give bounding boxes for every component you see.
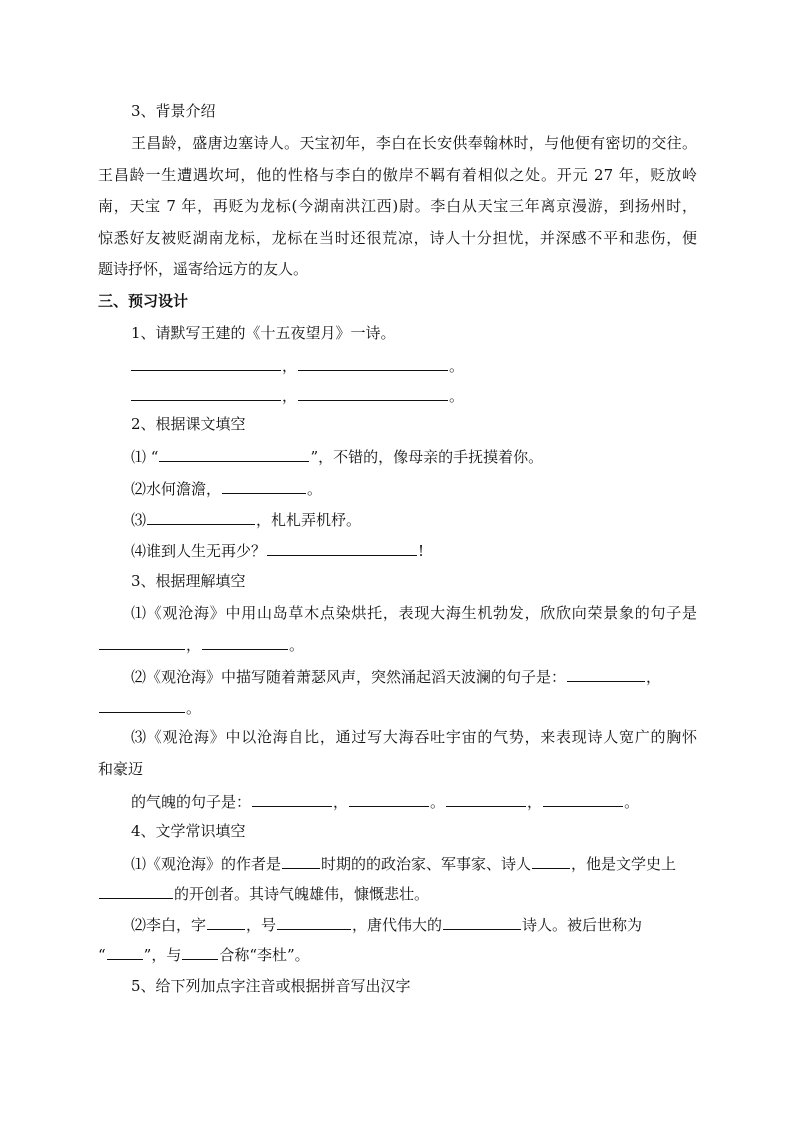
fill-blank[interactable] xyxy=(298,355,448,371)
poem-blank-row-2: ， 。 xyxy=(130,385,464,406)
fill-blank[interactable] xyxy=(443,914,521,930)
fill-blank[interactable] xyxy=(182,944,218,960)
background-paragraph-line: 王昌龄，盛唐边塞诗人。天宝初年，李白在长安供奉翰林时，与他便有密切的交往。 xyxy=(131,134,697,152)
question-2-prompt: 2、根据课文填空 xyxy=(131,415,246,433)
question-5-prompt: 5、给下列加点字注音或根据拼音写出汉字 xyxy=(131,977,411,995)
poem-blank-row-1: ， 。 xyxy=(130,355,464,376)
fill-blank[interactable] xyxy=(298,385,448,401)
question-3-item-1: ⑴《观沧海》中用山岛草木点染烘托，表现大海生机勃发，欣欣向荣景象的句子是 xyxy=(131,604,697,622)
fill-blank[interactable] xyxy=(207,914,245,930)
fill-blank[interactable] xyxy=(99,697,185,713)
fill-blank[interactable] xyxy=(159,446,309,462)
fill-blank[interactable] xyxy=(131,385,281,401)
fill-blank[interactable] xyxy=(446,791,526,807)
fill-blank[interactable] xyxy=(567,666,645,682)
fill-blank[interactable] xyxy=(252,791,332,807)
question-3-item-3: ⑶《观沧海》中以沧海自比，通过写大海吞吐宇宙的气势，来表现诗人宽广的胸怀 xyxy=(131,728,697,746)
fill-blank[interactable] xyxy=(349,791,429,807)
fill-blank[interactable] xyxy=(532,853,570,869)
question-4-prompt: 4、文学常识填空 xyxy=(131,822,246,840)
fill-blank[interactable] xyxy=(277,914,351,930)
question-3-item-1-blanks: ， 。 xyxy=(98,634,304,655)
question-2-item-4: ⑷谁到人生无再少？ ! xyxy=(131,542,425,560)
fill-blank[interactable] xyxy=(131,355,281,371)
question-3-prompt: 3、根据理解填空 xyxy=(131,572,246,590)
fill-blank[interactable] xyxy=(282,853,320,869)
question-2-item-2: ⑵水何澹澹， 。 xyxy=(131,480,323,498)
fill-blank[interactable] xyxy=(543,791,623,807)
question-4-item-2-cont: “ ”，与 合称“李杜”。 xyxy=(98,946,310,964)
question-1-prompt: 1、请默写王建的《十五夜望月》一诗。 xyxy=(131,324,396,342)
background-paragraph-line: 王昌龄一生遭遇坎坷，他的性格与李白的傲岸不羁有着相似之处。开元 27 年，贬放岭 xyxy=(98,166,697,184)
fill-blank[interactable] xyxy=(222,478,306,494)
question-3-item-3-cont: 和豪迈 xyxy=(98,760,144,778)
fill-blank[interactable] xyxy=(147,509,255,525)
question-4-item-2: ⑵李白，字 ，号 ，唐代伟大的 诗人。被后世称为 xyxy=(131,916,643,934)
question-4-item-1-cont: 的开创者。其诗气魄雄伟，慷慨悲壮。 xyxy=(98,883,429,904)
background-heading: 3、背景介绍 xyxy=(131,102,216,120)
fill-blank[interactable] xyxy=(99,634,185,650)
background-paragraph-line: 南，天宝 7 年，再贬为龙标(今湖南洪江西)尉。李白从天宝三年离京漫游，到扬州时， xyxy=(98,197,697,215)
fill-blank[interactable] xyxy=(267,540,417,556)
background-paragraph-line: 惊悉好友被贬湖南龙标，龙标在当时还很荒凉，诗人十分担忧，并深感不平和悲伤，便 xyxy=(98,229,697,247)
question-3-item-2: ⑵《观沧海》中描写随着萧瑟风声，突然涌起滔天波澜的句子是： ， xyxy=(131,668,662,686)
fill-blank[interactable] xyxy=(107,944,143,960)
question-3-item-2-blank: 。 xyxy=(98,697,201,718)
background-paragraph-line: 题诗抒怀，遥寄给远方的友人。 xyxy=(98,260,309,278)
question-3-item-3-blanks: 的气魄的句子是： ， 。 ， 。 xyxy=(131,793,640,811)
fill-blank[interactable] xyxy=(99,883,173,899)
question-2-item-1: ⑴ “ ”，不错的，像母亲的手抚摸着你。 xyxy=(131,448,544,466)
fill-blank[interactable] xyxy=(202,634,288,650)
question-2-item-3: ⑶ ，札札弄机杼。 xyxy=(131,511,362,529)
question-4-item-1: ⑴《观沧海》的作者是 时期的的政治家、军事家、诗人 ，他是文学史上 xyxy=(131,855,677,873)
section-title-preview-design: 三、预习设计 xyxy=(98,292,189,310)
